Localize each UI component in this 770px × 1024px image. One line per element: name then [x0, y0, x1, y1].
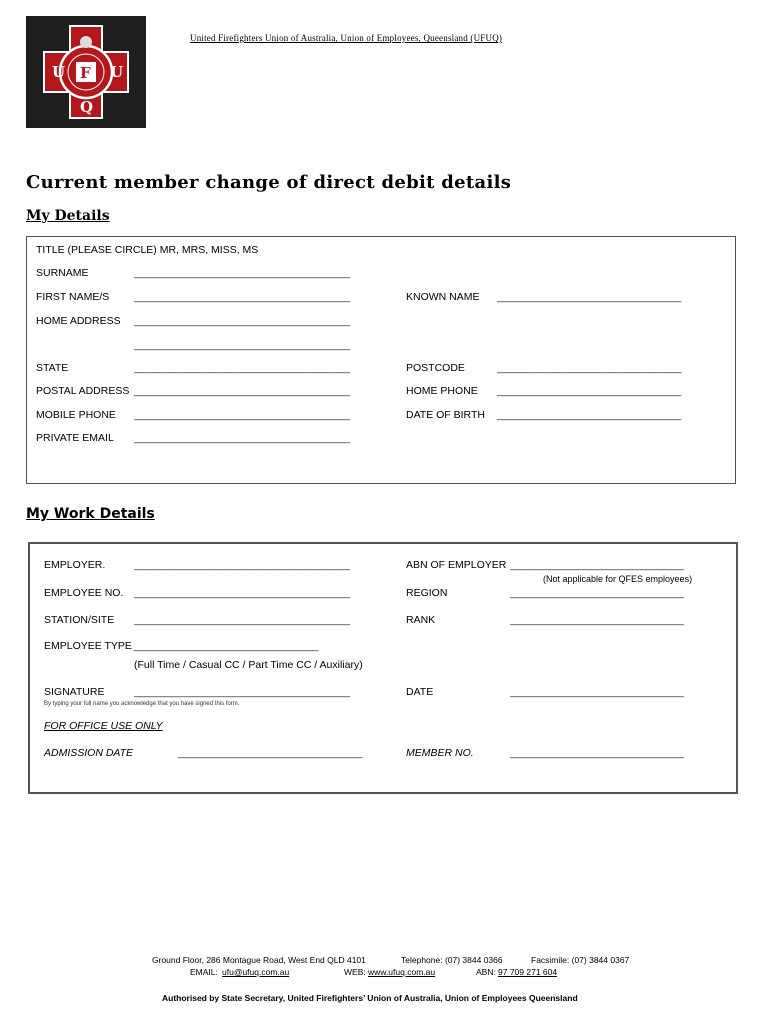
footer-authorised: Authorised by State Secretary, United Firefighters’ Union of Australia, Union of Employees Queensland — [162, 993, 578, 1003]
private-email-label: PRIVATE EMAIL — [36, 432, 114, 444]
logo-letter-f: F — [80, 64, 91, 82]
form-title: Current member change of direct debit details — [26, 172, 512, 193]
employee-type-label: EMPLOYEE TYPE — [44, 640, 132, 652]
postal-address-label: POSTAL ADDRESS — [36, 385, 130, 397]
footer-abn-label: ABN: — [476, 967, 496, 977]
footer-address: Ground Floor, 286 Montague Road, West End QLD 4101 — [152, 955, 366, 965]
my-details-box — [26, 236, 736, 484]
logo-letter-u-left: U — [52, 63, 66, 81]
state-field[interactable]: _________________________________________ — [134, 363, 350, 374]
admission-date-label: ADMISSION DATE — [44, 747, 134, 759]
title-prompt: TITLE (PLEASE CIRCLE) MR, MRS, MISS, MS — [36, 244, 259, 256]
ufuq-logo — [26, 16, 146, 128]
region-field[interactable]: _________________________________ — [510, 588, 684, 599]
mobile-phone-label: MOBILE PHONE — [36, 409, 116, 421]
member-no-label: MEMBER NO. — [406, 747, 474, 759]
postcode-field[interactable]: ___________________________________ — [497, 363, 682, 374]
signature-label: SIGNATURE — [44, 686, 105, 698]
home-phone-field[interactable]: ___________________________________ — [497, 386, 682, 397]
footer-facsimile: Facsimile: (07) 3844 0367 — [531, 955, 630, 965]
org-name: United Firefighters Union of Australia, Union of Employees, Queensland (UFUQ) — [190, 33, 503, 43]
footer-telephone: Telephone: (07) 3844 0366 — [401, 955, 503, 965]
abn-of-employer-label: ABN OF EMPLOYER — [406, 559, 507, 571]
signature-field[interactable]: _________________________________________ — [134, 687, 350, 698]
signature-note: By typing your full name you acknowledge that you have signed this form. — [44, 701, 240, 707]
surname-label: SURNAME — [36, 267, 89, 279]
logo-letter-u-right: U — [110, 63, 124, 81]
employee-type-field[interactable]: ___________________________________ — [134, 641, 319, 652]
postal-address-field[interactable]: _________________________________________ — [134, 386, 350, 397]
station-site-label: STATION/SITE — [44, 614, 115, 626]
surname-field[interactable]: _________________________________________ — [134, 268, 350, 279]
home-address-field-1[interactable]: _________________________________________ — [134, 316, 350, 327]
employee-type-options: (Full Time / Casual CC / Part Time CC / Auxiliary) — [134, 659, 363, 671]
footer-abn: 97 709 271 604 — [498, 967, 558, 977]
region-label: REGION — [406, 587, 448, 599]
private-email-field[interactable]: _________________________________________ — [134, 433, 350, 444]
date-label: DATE — [406, 686, 434, 698]
state-label: STATE — [36, 362, 69, 374]
member-no-field[interactable]: _________________________________ — [510, 748, 684, 759]
date-field[interactable]: _________________________________ — [510, 687, 684, 698]
first-names-label: FIRST NAME/S — [36, 291, 110, 303]
footer-web-label: WEB: — [344, 967, 366, 977]
employer-field[interactable]: _________________________________________ — [134, 560, 350, 571]
employee-no-label: EMPLOYEE NO. — [44, 587, 124, 599]
logo-letter-q: Q — [80, 98, 94, 116]
abn-of-employer-field[interactable]: _________________________________ — [510, 560, 684, 571]
admission-date-field[interactable]: ___________________________________ — [178, 748, 363, 759]
abn-note: (Not applicable for QFES employees) — [543, 574, 693, 584]
postcode-label: POSTCODE — [406, 362, 465, 374]
my-details-heading: My Details — [26, 208, 110, 224]
known-name-label: KNOWN NAME — [406, 291, 480, 303]
mobile-phone-field[interactable]: _________________________________________ — [134, 410, 350, 421]
footer-email-label: EMAIL: — [190, 967, 218, 977]
footer-web-link[interactable]: www.ufuq.com.au — [368, 967, 436, 977]
date-of-birth-field[interactable]: ___________________________________ — [497, 410, 682, 421]
work-details-heading: My Work Details — [26, 506, 155, 522]
employee-no-field[interactable]: _________________________________________ — [134, 588, 350, 599]
office-use-heading: FOR OFFICE USE ONLY — [44, 720, 163, 732]
home-address-label: HOME ADDRESS — [36, 315, 121, 327]
known-name-field[interactable]: ___________________________________ — [497, 292, 682, 303]
station-site-field[interactable]: _________________________________________ — [134, 615, 350, 626]
home-phone-label: HOME PHONE — [406, 385, 478, 397]
footer-email-link[interactable]: ufu@ufuq.com.au — [222, 967, 290, 977]
home-address-field-2[interactable]: _________________________________________ — [134, 340, 350, 351]
rank-field[interactable]: _________________________________ — [510, 615, 684, 626]
rank-label: RANK — [406, 614, 436, 626]
first-names-field[interactable]: _________________________________________ — [134, 292, 350, 303]
date-of-birth-label: DATE OF BIRTH — [406, 409, 485, 421]
employer-label: EMPLOYER. — [44, 559, 106, 571]
